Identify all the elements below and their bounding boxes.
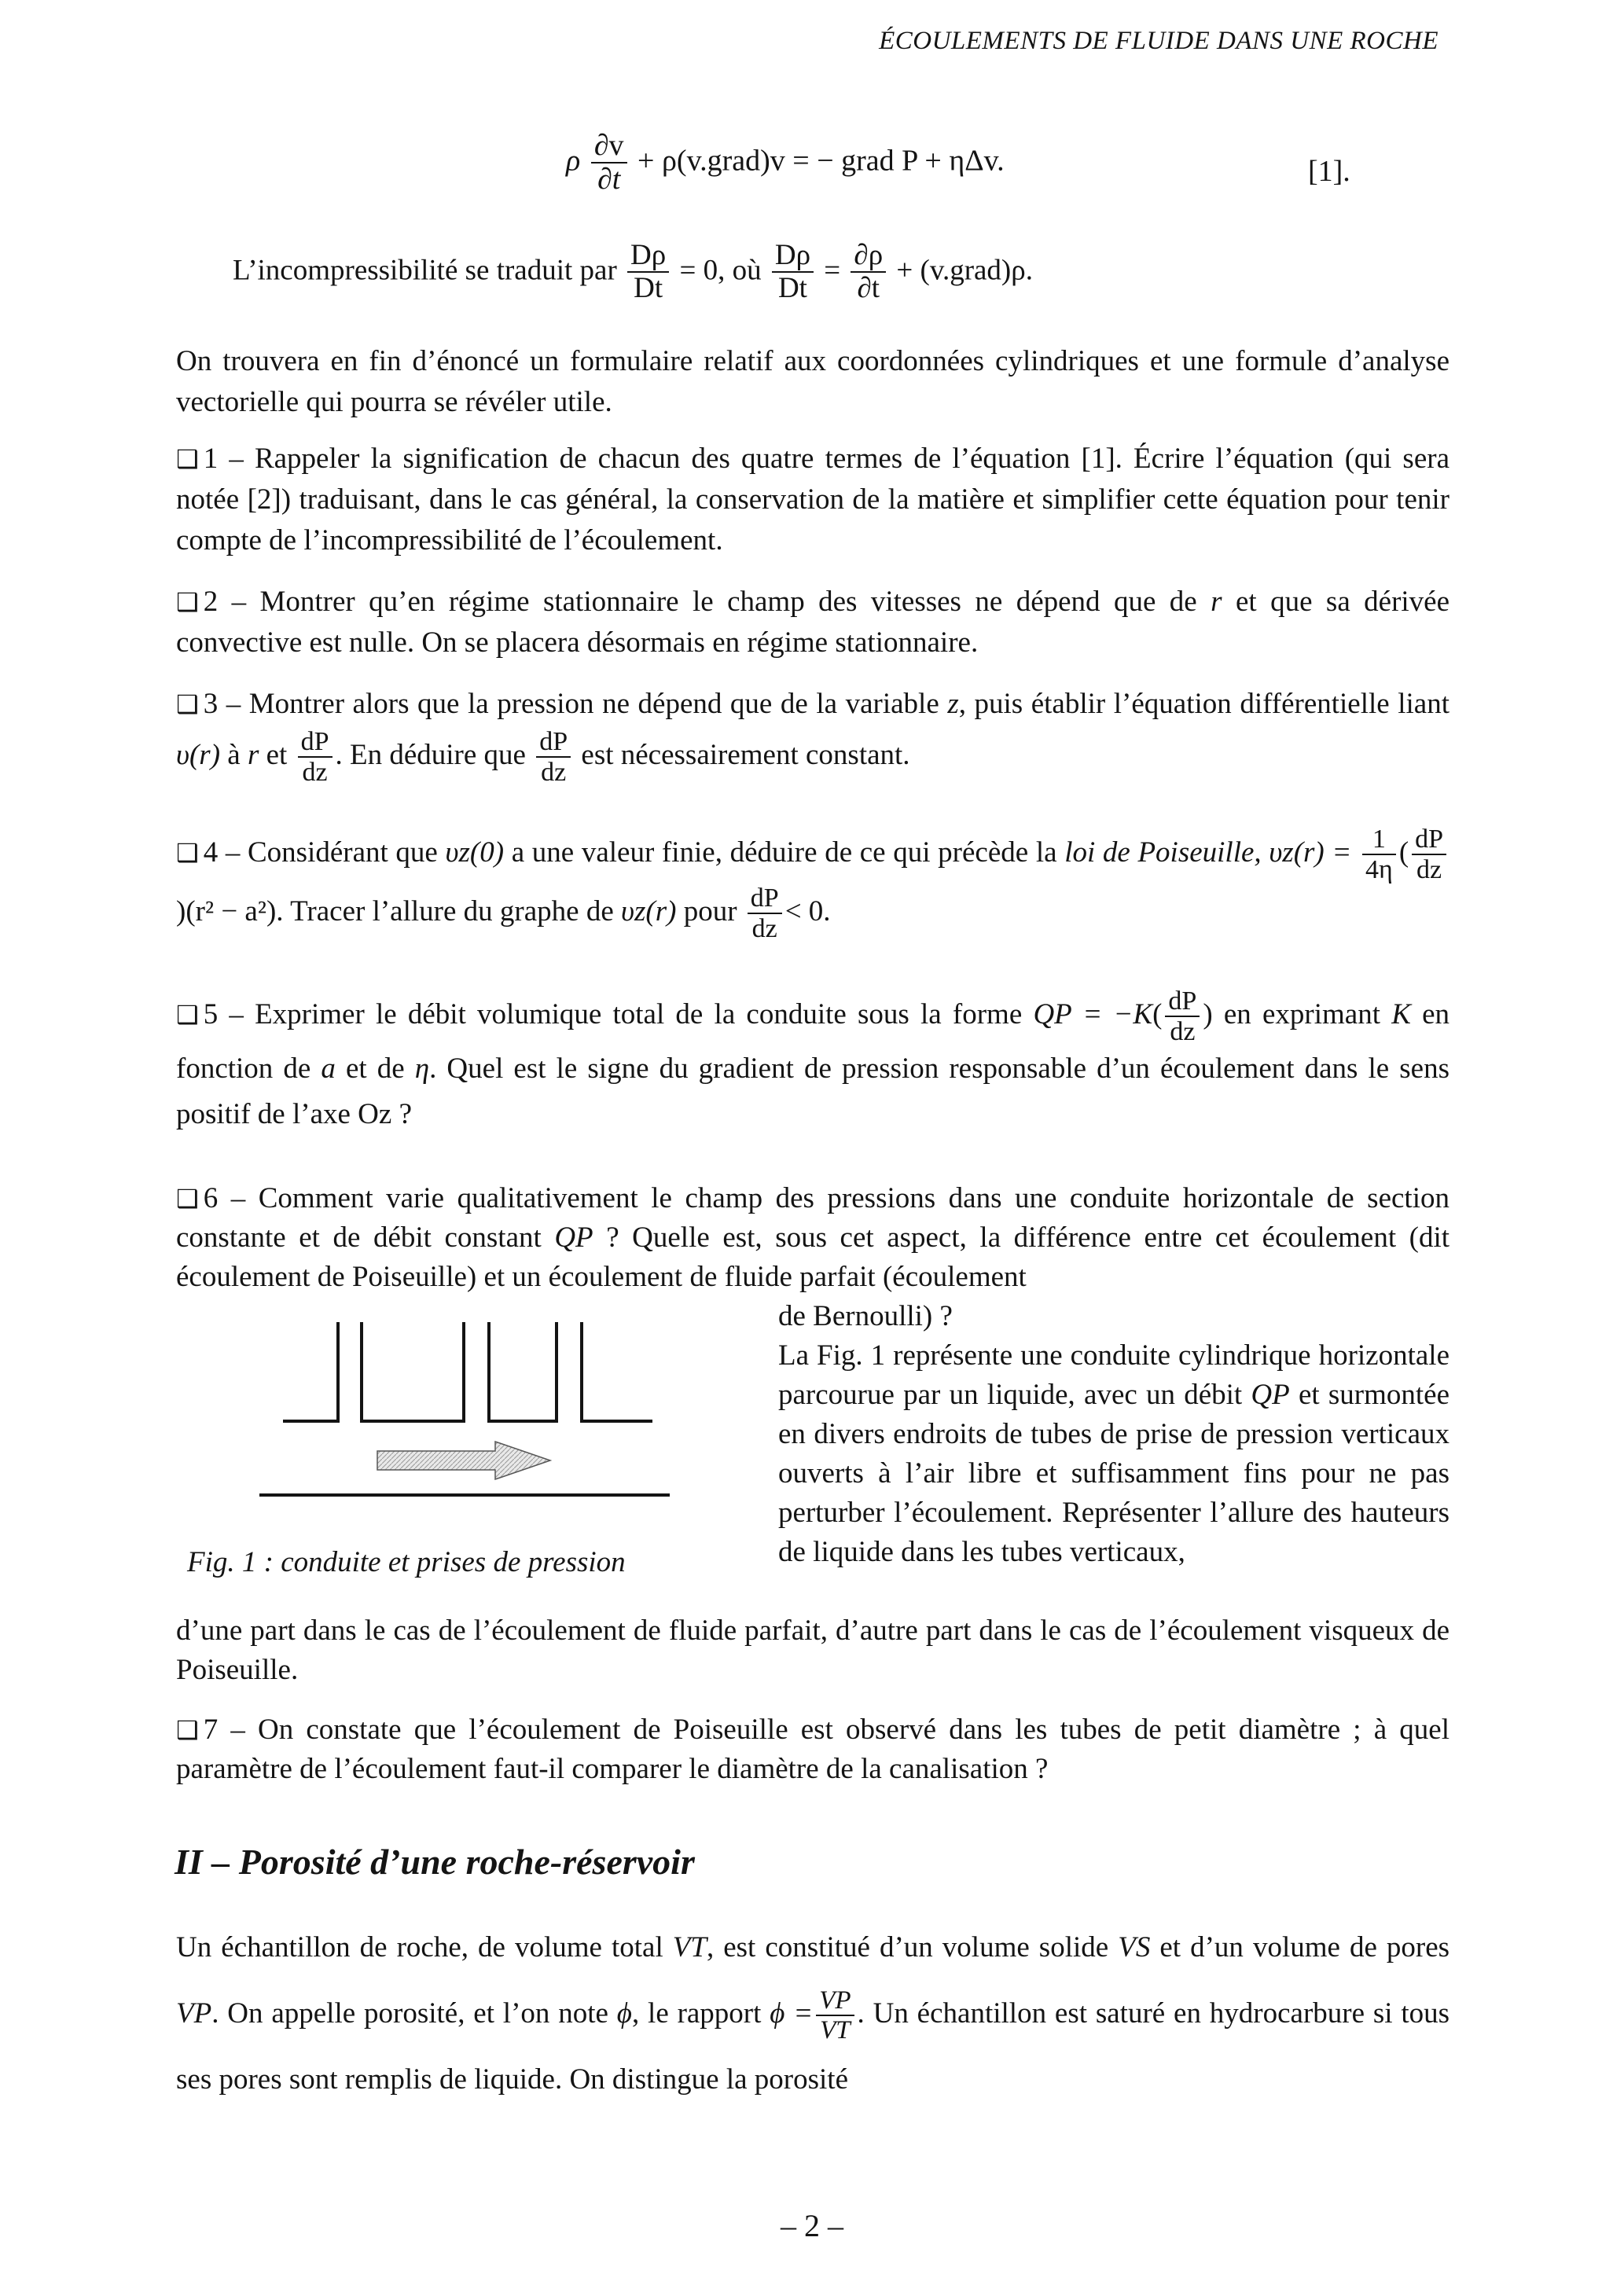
- question-1: ❑ 1 – Rappeler la signification de chacun des quatre termes de l’équation [1]. Écrire l’équation (qui sera notée [2]) traduisant, dans le cas général, la conservation de la matière et simplifier cette équation pour tenir compte de l’incompressibilité de l’écoulement.: [176, 443, 1449, 557]
- question-6: ❑ 6 – Comment varie qualitativement le champ des pressions dans une conduite horizontale de section constante et de débit constant QP ? Quelle est, sous cet aspect, la différence entre cet écoulement (dit écoulement de Poiseuille) et un écoulement de fluide parfait (écoulement: [176, 1182, 1450, 1293]
- checkbox-icon[interactable]: ❑: [176, 838, 199, 869]
- section-2-paragraph: Un échantillon de roche, de volume total VT, est constitué d’un volume solide VS et d’un volume de pores VP. On appelle porosité, et l’on note ϕ, le rapport ϕ = $\frac{VP}{VT}$ . Un échantillon est saturé en hydrocarbure si tous ses pores sont remplis de liquide. On distingue la porosité: [176, 1931, 1450, 2096]
- pipe-top-wall: [283, 1322, 338, 1421]
- checkbox-icon[interactable]: ❑: [176, 1184, 199, 1214]
- page-number: – 2 –: [781, 2208, 843, 2243]
- pressure-tube-2: [489, 1322, 557, 1421]
- equation-1-rest: + ρ(v.grad)v = − grad P + ηΔv.: [637, 144, 1005, 178]
- equation-1-label: [1].: [1308, 155, 1350, 188]
- partial-fraction: $\frac{\partial v}{\partial t}$: [591, 130, 627, 197]
- equation-1: ρ $\frac{\partial v}{\partial t}$ + ρ(v.grad)v = − grad P + ηΔv.: [566, 129, 1005, 196]
- flow-arrow-icon: [377, 1442, 550, 1479]
- question-5: ❑ 5 – Exprimer le débit volumique total de la conduite sous la forme QP = −K( $\frac{dP}{dz}$ ) en exprimant K en fonction de a et de η. Quel est le signe du gradient de pression responsable d’un écoulement dans le sens positif de l’axe Oz ?: [176, 986, 1449, 1131]
- running-header: ÉCOULEMENTS DE FLUIDE DANS UNE ROCHE: [879, 27, 1438, 55]
- incompressibility-line: L’incompressibilité se traduit par $\frac{D\rho}{Dt}$ = 0, où $\frac{D\rho}{Dt}$ = $\frac{\partial\rho}{\partial t}$ + (v.grad)ρ.: [233, 239, 1033, 304]
- section-2-title: II – Porosité d’une roche-réservoir: [175, 1842, 695, 1882]
- figure-1-pipe-diagram: [236, 1313, 692, 1525]
- question-3: ❑ 3 – Montrer alors que la pression ne dépend que de la variable z, puis établir l’équation différentielle liant υ(r) à r et $\frac{dP}{dz}$ . En déduire que $\frac{dP}{dz}$ est nécessairement constant.: [176, 688, 1450, 787]
- checkbox-icon[interactable]: ❑: [176, 689, 199, 719]
- question-4: ❑ 4 – Considérant que υz(0) a une valeur finie, déduire de ce qui précède la loi de Poiseuille, υz(r) = $\frac{1}{4\eta}$ ( $\frac{dP}{dz}$ )(r² − a²). Tracer l’allure du graphe de υz(r) pour $\frac{dP}{dz}$ < 0.: [176, 825, 1449, 943]
- figure-1-caption: Fig. 1 : conduite et prises de pression: [187, 1546, 626, 1578]
- checkbox-icon[interactable]: ❑: [176, 1000, 199, 1030]
- pressure-tube-1: [362, 1322, 464, 1421]
- intro-paragraph: On trouvera en fin d’énoncé un formulaire relatif aux coordonnées cylindriques et une formule d’analyse vectorielle qui pourra se révéler utile.: [176, 345, 1449, 418]
- pressure-tube-3: [582, 1322, 652, 1421]
- checkbox-icon[interactable]: ❑: [176, 444, 199, 474]
- question-6-continuation: de Bernoulli) ? La Fig. 1 représente une conduite cylindrique horizontale parcourue par un liquide, avec un débit QP et surmontée en divers endroits de tubes de prise de pression verticaux ouverts à l’air libre et suffisamment fins pour ne pas perturber l’écoulement. Représenter l’allure des hauteurs de liquide dans les tubes verticaux,: [778, 1300, 1450, 1568]
- question-7: ❑ 7 – On constate que l’écoulement de Poiseuille est observé dans les tubes de petit diamètre ; à quel paramètre de l’écoulement faut-il comparer le diamètre de la canalisation ?: [176, 1714, 1449, 1785]
- question-2: ❑ 2 – Montrer qu’en régime stationnaire le champ des vitesses ne dépend que de r et que sa dérivée convective est nulle. On se placera désormais en régime stationnaire.: [176, 586, 1450, 659]
- question-6-after-figure: d’une part dans le cas de l’écoulement de fluide parfait, d’autre part dans le cas de l’écoulement visqueux de Poiseuille.: [176, 1615, 1449, 1686]
- checkbox-icon[interactable]: ❑: [176, 1715, 199, 1745]
- checkbox-icon[interactable]: ❑: [176, 587, 199, 617]
